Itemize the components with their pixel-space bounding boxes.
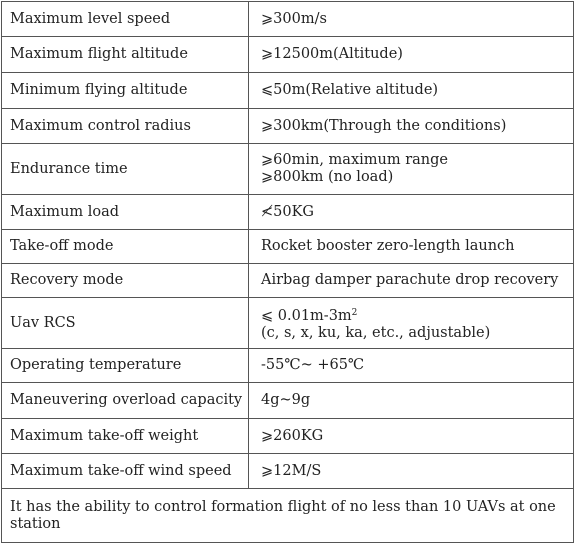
spec-value-line: ≮50KG: [261, 203, 315, 220]
spec-value: [249, 109, 574, 144]
spec-label: Maximum take-off wind speed: [2, 454, 249, 489]
superscript: 2: [351, 307, 358, 318]
table-row: [2, 383, 574, 419]
spec-value: [249, 2, 574, 37]
table-row: [2, 264, 574, 298]
spec-value: [249, 144, 574, 195]
table-row: [2, 454, 574, 489]
table-row: [2, 37, 574, 73]
table-row: [2, 419, 574, 454]
spec-value-line: ⩾800km (no load): [261, 169, 394, 185]
table-row: [2, 230, 574, 264]
table-row: [2, 349, 574, 383]
spec-label: Maximum level speed: [2, 2, 249, 37]
spec-value-line: [261, 305, 565, 325]
spec-label: Operating temperature: [2, 349, 249, 383]
table-row: [2, 109, 574, 144]
spec-table: [1, 1, 574, 543]
spec-value-line: ⩾260KG: [261, 427, 324, 444]
spec-value-line: ⩾300km(Through the conditions): [261, 117, 507, 134]
spec-value: [249, 419, 574, 454]
spec-value-line: ⩾12500m(Altitude): [261, 46, 403, 62]
spec-label: Minimum flying altitude: [2, 73, 249, 109]
spec-value-text: ⩽ 0.01m-3m: [261, 307, 352, 324]
spec-value: [249, 383, 574, 419]
spec-label: Maximum flight altitude: [2, 37, 249, 73]
spec-value-line: -55℃~ +65℃: [261, 357, 365, 373]
spec-value: [249, 349, 574, 383]
spec-value-line: ⩾300m/s: [261, 10, 327, 27]
spec-label: Take-off mode: [2, 230, 249, 264]
spec-label: Recovery mode: [2, 264, 249, 298]
spec-value-line: (c, s, x, ku, ka, etc., adjustable): [261, 324, 491, 341]
spec-value: [249, 37, 574, 73]
table-note: It has the ability to control formation flight of no less than 10 UAVs at one station: [2, 489, 574, 543]
table-row: [2, 195, 574, 230]
spec-value-line: ⩾12M/S: [261, 462, 322, 479]
spec-value-line: Rocket booster zero-length launch: [261, 238, 515, 254]
table-row: [2, 298, 574, 349]
table-row: [2, 2, 574, 37]
spec-label: Maneuvering overload capacity: [2, 383, 249, 419]
spec-label: Uav RCS: [2, 298, 249, 349]
spec-value: [249, 264, 574, 298]
spec-value: [249, 195, 574, 230]
table-row: [2, 144, 574, 195]
spec-label: Maximum load: [2, 195, 249, 230]
spec-value: [249, 298, 574, 349]
spec-value-line: ⩽50m(Relative altitude): [261, 82, 439, 98]
spec-value: [249, 73, 574, 109]
spec-value: [249, 230, 574, 264]
spec-label: Maximum take-off weight: [2, 419, 249, 454]
spec-value-line: Airbag damper parachute drop recovery: [261, 272, 559, 288]
spec-label: Maximum control radius: [2, 109, 249, 144]
spec-value: [249, 454, 574, 489]
spec-value-line: 4g~9g: [261, 392, 311, 408]
spec-label: Endurance time: [2, 144, 249, 195]
table-row: [2, 73, 574, 109]
spec-value-line: ⩾60min, maximum range: [261, 152, 448, 168]
table-row: [2, 489, 574, 543]
